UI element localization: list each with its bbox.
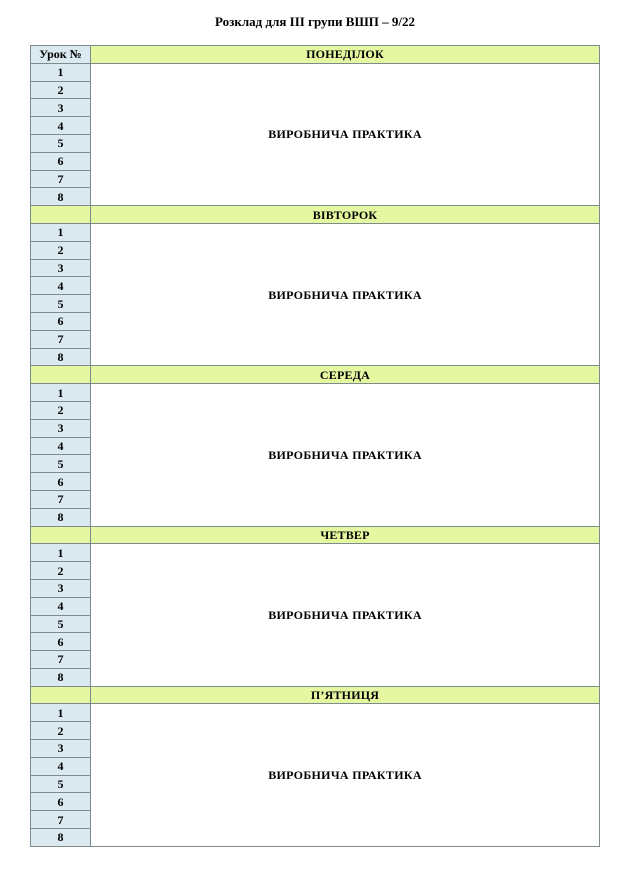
lesson-number: 5	[31, 615, 91, 633]
lesson-number: 1	[31, 63, 91, 81]
lesson-number: 5	[31, 775, 91, 793]
lesson-row	[31, 544, 600, 562]
lesson-row	[31, 63, 600, 81]
day-name: ЧЕТВЕР	[91, 526, 600, 544]
day-header-spacer	[31, 366, 91, 384]
lesson-number: 8	[31, 188, 91, 206]
lesson-number: 6	[31, 152, 91, 170]
lesson-number: 6	[31, 473, 91, 491]
activity-cell: ВИРОБНИЧА ПРАКТИКА	[91, 63, 600, 205]
lesson-number: 3	[31, 99, 91, 117]
lesson-number: 7	[31, 170, 91, 188]
day-header-row	[31, 366, 600, 384]
day-name: СЕРЕДА	[91, 366, 600, 384]
lesson-number: 7	[31, 490, 91, 508]
day-header-row	[31, 686, 600, 704]
day-header-spacer	[31, 686, 91, 704]
day-header-spacer	[31, 206, 91, 224]
lesson-number: 4	[31, 437, 91, 455]
lesson-number: 2	[31, 241, 91, 259]
day-name: ВІВТОРОК	[91, 206, 600, 224]
lesson-number: 2	[31, 401, 91, 419]
lesson-number: 1	[31, 704, 91, 722]
activity-cell: ВИРОБНИЧА ПРАКТИКА	[91, 544, 600, 686]
lesson-number: 7	[31, 651, 91, 669]
lesson-number: 5	[31, 455, 91, 473]
activity-cell: ВИРОБНИЧА ПРАКТИКА	[91, 223, 600, 365]
activity-cell: ВИРОБНИЧА ПРАКТИКА	[91, 704, 600, 846]
lesson-number: 6	[31, 793, 91, 811]
lesson-row	[31, 223, 600, 241]
lesson-row	[31, 384, 600, 402]
lesson-number: 8	[31, 508, 91, 526]
lesson-number: 4	[31, 597, 91, 615]
lesson-number: 7	[31, 811, 91, 829]
lesson-number: 3	[31, 419, 91, 437]
day-name: П’ЯТНИЦЯ	[91, 686, 600, 704]
schedule-table	[30, 45, 600, 847]
day-header-row	[31, 46, 600, 64]
lesson-number: 4	[31, 117, 91, 135]
lesson-number: 3	[31, 259, 91, 277]
lesson-number: 4	[31, 277, 91, 295]
lesson-number: 1	[31, 544, 91, 562]
lesson-number: 8	[31, 829, 91, 847]
lesson-number: 2	[31, 562, 91, 580]
day-header-row	[31, 526, 600, 544]
lesson-number: 8	[31, 668, 91, 686]
lesson-number: 1	[31, 223, 91, 241]
lesson-number: 3	[31, 579, 91, 597]
lesson-number: 3	[31, 740, 91, 758]
lesson-row	[31, 704, 600, 722]
lesson-number: 4	[31, 757, 91, 775]
activity-cell: ВИРОБНИЧА ПРАКТИКА	[91, 384, 600, 526]
lesson-number: 7	[31, 330, 91, 348]
day-name: ПОНЕДІЛОК	[91, 46, 600, 64]
page-title: Розклад для ІІІ групи ВШП – 9/22	[215, 14, 415, 29]
lesson-number: 6	[31, 312, 91, 330]
lesson-number: 5	[31, 295, 91, 313]
day-header-row	[31, 206, 600, 224]
day-header-spacer	[31, 526, 91, 544]
lesson-number: 2	[31, 81, 91, 99]
lesson-number: 1	[31, 384, 91, 402]
lesson-number: 5	[31, 134, 91, 152]
lesson-number: 2	[31, 722, 91, 740]
lesson-number: 6	[31, 633, 91, 651]
lesson-number: 8	[31, 348, 91, 366]
lesson-number-header: Урок №	[31, 46, 91, 64]
